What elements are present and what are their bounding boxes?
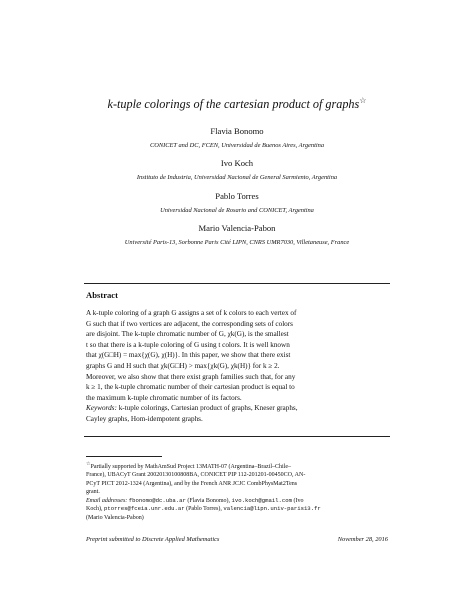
keywords-line: Cayley graphs, Hom-idempotent graphs. <box>86 414 203 423</box>
footnote-rule <box>86 456 162 457</box>
abstract-line: are disjoint. The k-tuple chromatic number of G, χk(G), is the smallest <box>86 330 289 339</box>
keywords-text: k-tuple colorings, Cartesian product of graphs, Kneser graphs, <box>118 404 298 412</box>
author-name: Pablo Torres <box>215 191 259 201</box>
keywords-line <box>86 403 388 414</box>
title-text: k-tuple colorings of the cartesian product of graphs <box>107 97 360 112</box>
abstract-line: Moreover, we also show that there exist graph families such that, for any <box>86 372 296 381</box>
email-footnote <box>86 497 388 522</box>
email-line: (Mario Valencia-Pabon) <box>86 514 144 521</box>
email-line: Koch), ptorres@fceia.unr.edu.ar (Pablo Torres), valencia@lipn.univ-paris13.fr <box>86 505 321 513</box>
footnote-line: grant. <box>86 488 100 495</box>
preprint-note: Preprint submitted to Discrete Applied Mathematics <box>86 536 220 543</box>
author-affiliation: Instituto de Industria, Universidad Nacional de General Sarmiento, Argentina <box>136 174 338 181</box>
abstract-bottom-rule <box>84 436 390 437</box>
abstract-line: t so that there is a k-tuple coloring of G using t colors. It is well known <box>86 340 290 349</box>
author-affiliation: Universidad Nacional de Rosario and CONICET, Argentina <box>160 207 314 214</box>
paper-title <box>0 96 474 112</box>
title-footnote-mark: ☆ <box>359 96 367 105</box>
abstract-line: that χ(G□H) = max{χ(G), χ(H)}. In this paper, we show that there exist <box>86 351 291 360</box>
author-name: Flavia Bonomo <box>210 126 264 136</box>
email-address[interactable]: ptorres@fceia.unr.edu.ar <box>104 505 185 513</box>
email-line: Email addresses: fbonomo@dc.uba.ar (Flavia Bonomo), ivo.koch@gmail.com (Ivo <box>86 497 304 504</box>
abstract-line: A k-tuple coloring of a graph G assigns a set of k colors to each vertex of <box>86 309 297 317</box>
abstract-line: graphs G and H such that χk(G□H) > max{χk(G), χk(H)} for k ≥ 2. <box>86 361 280 370</box>
footnote-line: ☆Partially supported by MathAmSud Project 13MATH-07 (Argentina–Brazil–Chile– <box>86 462 292 470</box>
abstract-heading: Abstract <box>86 290 118 300</box>
abstract-line: the maximum k-tuple chromatic number of its factors. <box>86 393 242 402</box>
author-name: Mario Valencia-Pabon <box>198 223 276 233</box>
email-address[interactable]: fbonomo@dc.uba.ar <box>128 497 186 504</box>
author-name: Ivo Koch <box>220 158 254 168</box>
abstract-line: G such that if two vertices are adjacent, the corresponding sets of colors <box>86 319 293 328</box>
funding-footnote <box>86 461 388 496</box>
email-address[interactable]: ivo.koch@gmail.com <box>231 497 292 504</box>
abstract-body <box>86 308 388 403</box>
abstract-top-rule <box>84 283 390 284</box>
email-address[interactable]: valencia@lipn.univ-paris13.fr <box>223 505 321 513</box>
keywords <box>86 403 388 424</box>
author-affiliation: CONICET and DC, FCEN, Universidad de Buenos Aires, Argentina <box>149 142 325 149</box>
footnote-mark: ☆ <box>86 462 91 467</box>
footnote-line: PCyT PICT 2012-1324 (Argentina), and by the French ANR JCJC CombPhysMat2Tens <box>86 480 298 487</box>
author-affiliation: Université Paris-13, Sorbonne Paris Cité LIPN, CNRS UMR7030, Villetaneuse, France <box>124 239 350 246</box>
footnote-line: France), UBACyT Grant 20020130100808BA, CONICET PIP 112-201201-00450CO, AN- <box>86 472 306 479</box>
submission-date: November 28, 2016 <box>337 536 388 543</box>
email-label: Email addresses: <box>86 498 128 504</box>
keywords-label: Keywords: <box>86 404 117 412</box>
abstract-line: k ≥ 1, the k-tuple chromatic number of their cartesian product is equal to <box>86 383 295 392</box>
